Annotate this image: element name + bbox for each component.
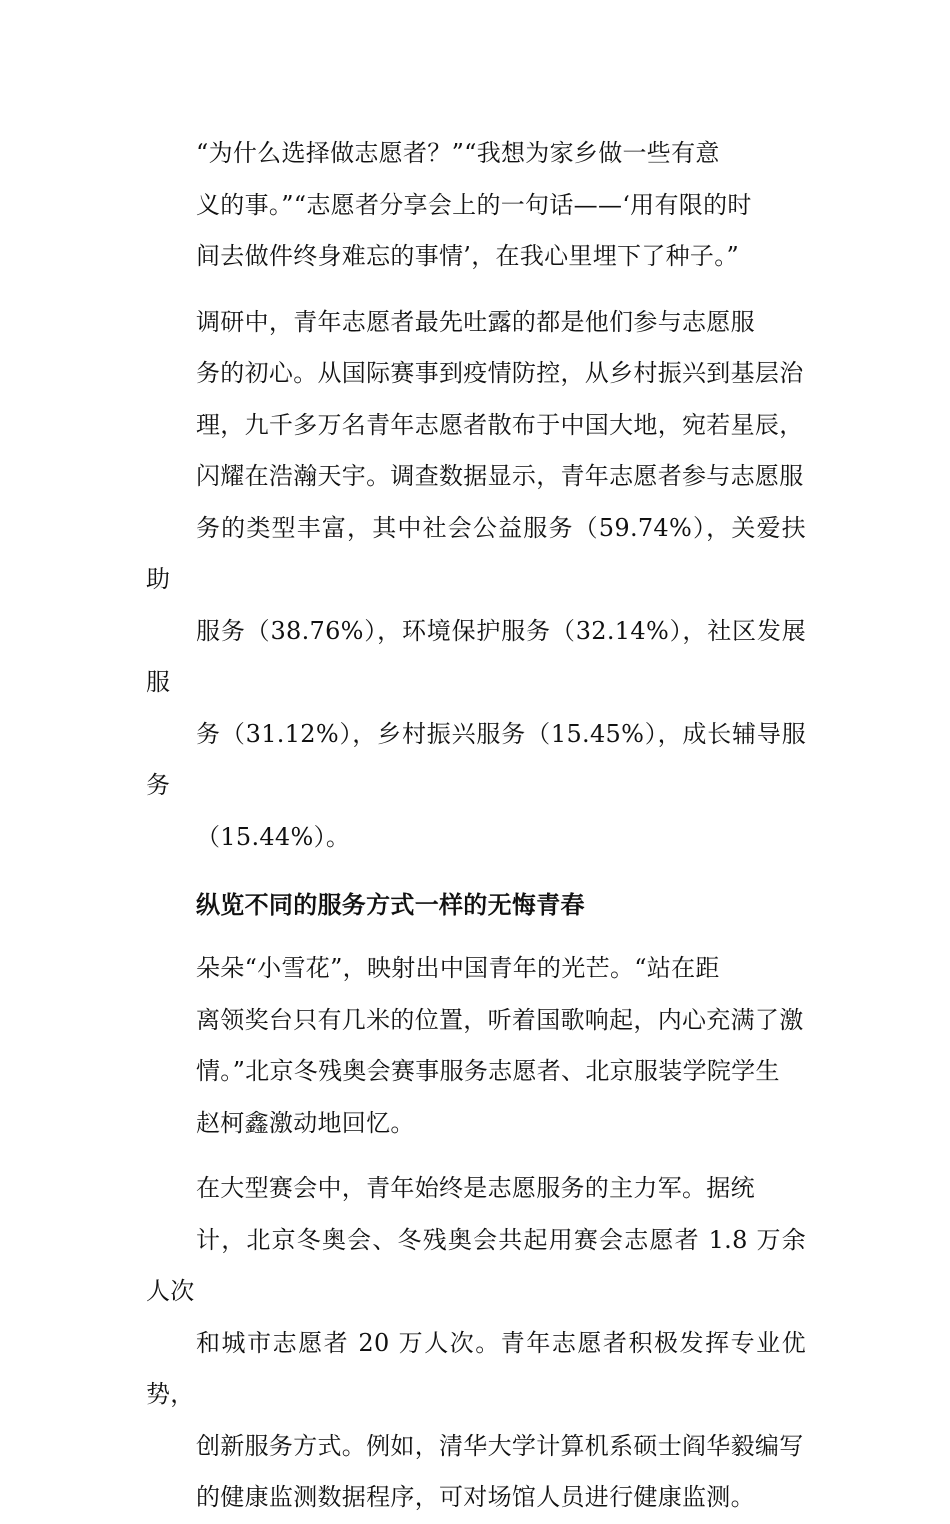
text-line: 务的初心。从国际赛事到疫情防控，从乡村振兴到基层治 (196, 359, 804, 387)
text-line: 调研中，青年志愿者最先吐露的都是他们参与志愿服 (196, 307, 755, 336)
text-line: 理，九千多万名青年志愿者散布于中国大地，宛若星辰， (196, 410, 804, 439)
text-line: 服务（38.76%），环境保护服务（32.14%），社区发展服 (146, 616, 806, 696)
text-line: 情。”北京冬残奥会赛事服务志愿者、北京服装学院学生 (196, 1057, 780, 1085)
paragraph-volunteer-quotes (146, 128, 806, 283)
paragraph-survey-data (146, 297, 806, 864)
section-heading: 纵览不同的服务方式一样的无悔青春 (196, 891, 585, 919)
text-line: 义的事。”“志愿者分享会上的一句话——‘用有限的时 (196, 190, 752, 219)
text-line: 离领奖台只有几米的位置，听着国歌响起，内心充满了激 (196, 1005, 804, 1034)
text-line: 计，北京冬奥会、冬残奥会共起用赛会志愿者 1.8 万余人次 (146, 1225, 806, 1305)
text-line: 务（31.12%），乡村振兴服务（15.45%），成长辅导服务 (146, 719, 806, 799)
paragraph-games-volunteers (146, 1163, 806, 1524)
text-line: “为什么选择做志愿者？”“我想为家乡做一些有意 (196, 139, 720, 167)
text-line: 间去做件终身难忘的事情’，在我心里埋下了种子。” (196, 242, 740, 270)
text-line: 创新服务方式。例如，清华大学计算机系硕士阎华毅编写 (196, 1431, 804, 1460)
document-page (146, 128, 806, 1524)
text-line: 的健康监测数据程序，可对场馆人员进行健康监测。 (196, 1483, 755, 1511)
text-line: 闪耀在浩瀚天宇。调查数据显示，青年志愿者参与志愿服 (196, 462, 804, 490)
text-line: 和城市志愿者 20 万人次。青年志愿者积极发挥专业优势， (146, 1328, 806, 1408)
text-line: 务的类型丰富，其中社会公益服务（59.74%），关爱扶助 (146, 513, 806, 593)
text-line: 在大型赛会中，青年始终是志愿服务的主力军。据统 (196, 1174, 755, 1202)
text-line: 赵柯鑫激动地回忆。 (196, 1108, 415, 1137)
text-line: 朵朵“小雪花”，映射出中国青年的光芒。“站在距 (196, 954, 720, 982)
text-line: （15.44%）。 (196, 822, 351, 851)
paragraph-snowflake (146, 943, 806, 1149)
